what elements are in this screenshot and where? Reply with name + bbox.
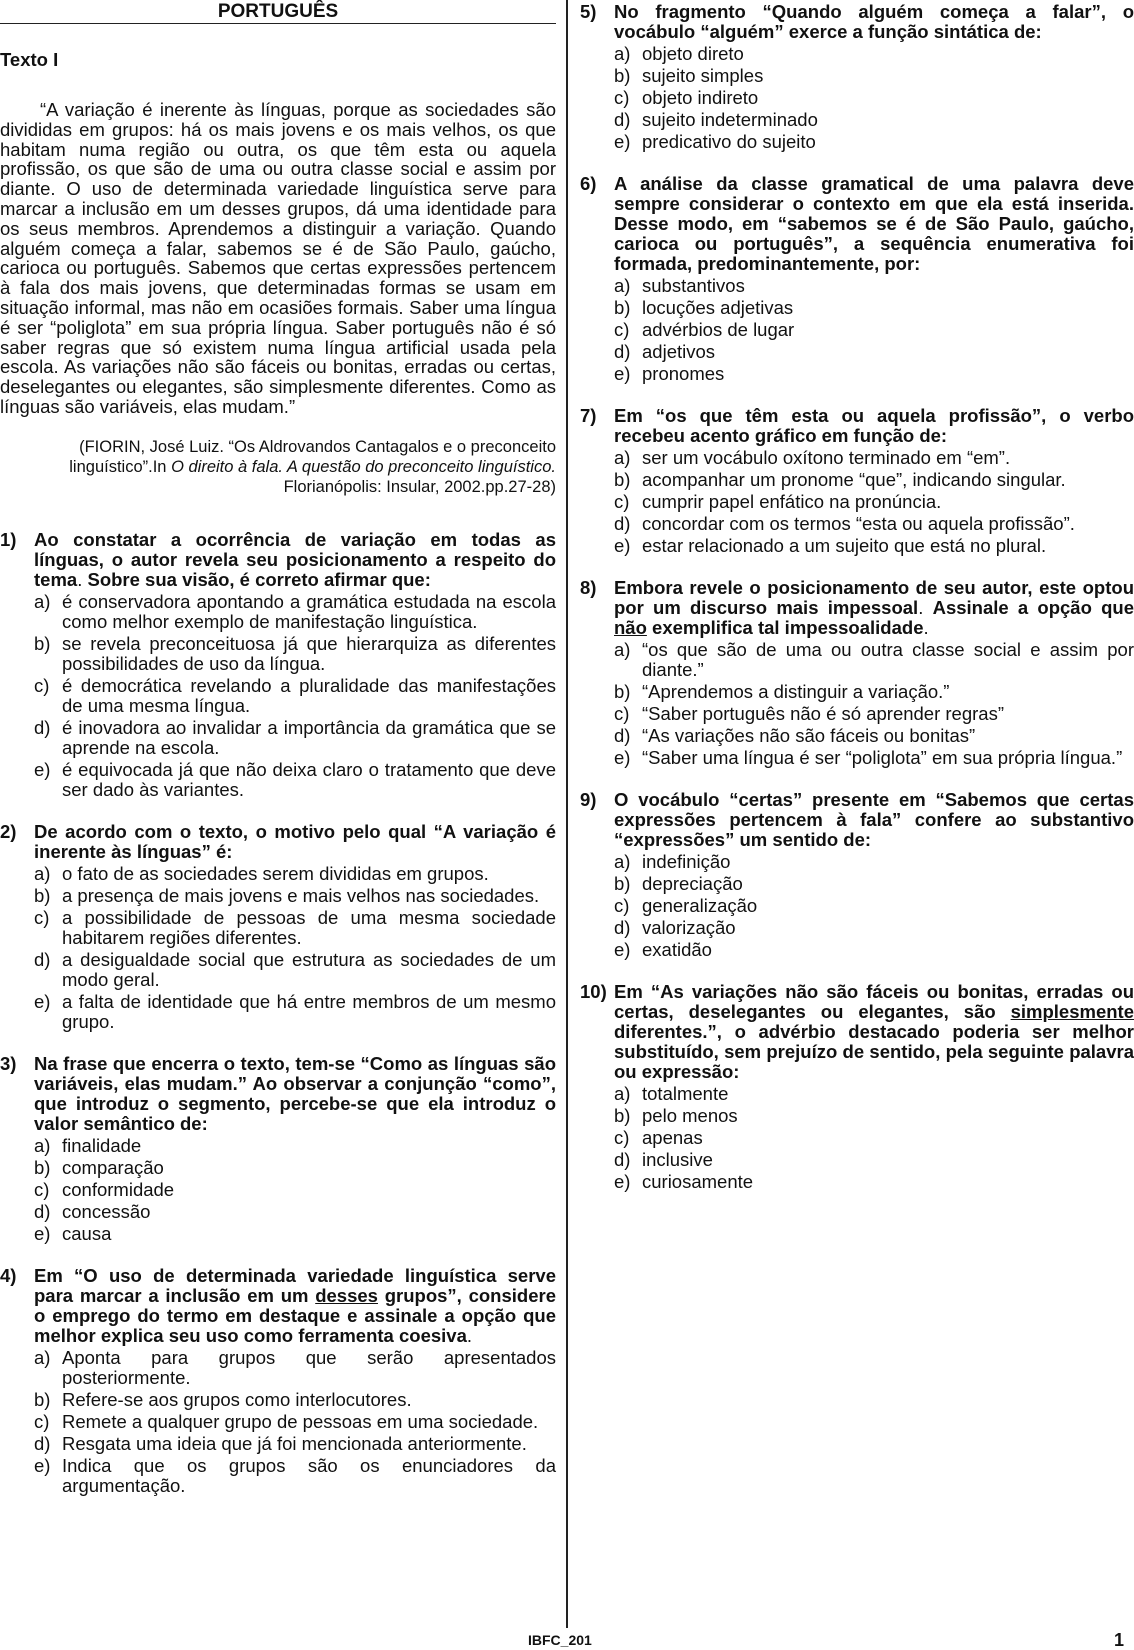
- option-text: curiosamente: [642, 1171, 754, 1192]
- option-letter: c): [34, 674, 50, 696]
- options-list: [614, 276, 1134, 384]
- option-text: substantivos: [642, 275, 745, 296]
- text-title: Texto I: [0, 49, 59, 70]
- question-4: [0, 1266, 556, 1496]
- option-c[interactable]: [614, 1128, 1134, 1148]
- options-list: [614, 640, 1134, 768]
- option-c[interactable]: [34, 1180, 556, 1200]
- option-text: generalização: [642, 895, 758, 916]
- option-text: é equivocada já que não deixa claro o tratamento que deve ser dado às variantes.: [62, 758, 556, 800]
- option-letter: c): [34, 906, 50, 928]
- question-stem: A análise da classe gramatical de uma palavra deve sempre considerar o contexto em que ela está inserida. Desse modo, em “sabemos se é de São Paulo, gaúcho, carioca ou português”, a sequência enumerativa foi formada, predominantemente, por:: [614, 173, 1134, 274]
- option-text: adjetivos: [642, 341, 716, 362]
- option-letter: c): [34, 1410, 50, 1432]
- option-text: “Aprendemos a distinguir a variação.”: [642, 681, 950, 702]
- option-b[interactable]: [614, 66, 1134, 86]
- option-text: é democrática revelando a pluralidade das manifestações de uma mesma língua.: [62, 674, 556, 716]
- question-stem: No fragmento “Quando alguém começa a falar”, o vocábulo “alguém” exerce a função sintática de:: [614, 1, 1134, 42]
- option-letter: e): [34, 758, 51, 780]
- option-text: “Saber português não é só aprender regras”: [642, 703, 1004, 724]
- citation-line-1: (FIORIN, José Luiz. “Os Aldrovandos Cantagalos e o preconceito: [79, 437, 556, 456]
- option-e[interactable]: [614, 748, 1134, 768]
- citation-line-2: [0, 457, 556, 477]
- option-b[interactable]: [614, 874, 1134, 894]
- stem-part: .: [77, 568, 88, 590]
- option-letter: a): [34, 1134, 51, 1156]
- option-letter: c): [614, 491, 630, 512]
- option-text: Aponta para grupos que serão apresentados posteriormente.: [62, 1346, 556, 1388]
- option-e[interactable]: [34, 1224, 556, 1244]
- options-list: [34, 1136, 556, 1244]
- option-letter: b): [614, 297, 631, 318]
- option-d[interactable]: [34, 1202, 556, 1222]
- right-column: [580, 0, 1134, 1194]
- option-c[interactable]: [34, 676, 556, 716]
- option-text: cumprir papel enfático na pronúncia.: [642, 491, 942, 512]
- left-column: [0, 0, 556, 1498]
- option-letter: a): [34, 862, 51, 884]
- options-list: [614, 1084, 1134, 1192]
- option-text: a presença de mais jovens e mais velhos nas sociedades.: [62, 884, 540, 906]
- option-a[interactable]: [614, 276, 1134, 296]
- question-number: 7): [580, 405, 597, 426]
- option-letter: d): [34, 948, 51, 970]
- option-letter: a): [614, 43, 631, 64]
- stem-part: Em “As variações não são fáceis ou bonitas, erradas ou certas, deselegantes ou elegantes, são: [614, 981, 1134, 1022]
- option-letter: b): [614, 469, 631, 490]
- option-text: predicativo do sujeito: [642, 131, 816, 152]
- question-stem: Na frase que encerra o texto, tem-se “Como as línguas são variáveis, elas mudam.” Ao observar a conjunção “como”, que introduz o segmento, percebe-se que ela introduz o valor semântico de:: [34, 1052, 556, 1134]
- option-a[interactable]: [34, 1136, 556, 1156]
- option-a[interactable]: [614, 44, 1134, 64]
- options-list: [34, 1348, 556, 1496]
- option-letter: a): [614, 447, 631, 468]
- option-text: pronomes: [642, 363, 725, 384]
- option-text: o fato de as sociedades serem divididas em grupos.: [62, 862, 489, 884]
- question-1: [0, 530, 556, 800]
- stem-part: diferentes.”, o advérbio destacado poderia ser melhor substituído, sem prejuízo de sentido, pela seguinte palavra ou expressão:: [614, 1021, 1134, 1082]
- stem-part: Assinale a opção que: [932, 597, 1134, 618]
- option-b[interactable]: [614, 1106, 1134, 1126]
- option-letter: e): [614, 1171, 631, 1192]
- option-text: objeto direto: [642, 43, 744, 64]
- question-2: [0, 822, 556, 1032]
- option-a[interactable]: [614, 1084, 1134, 1104]
- highlighted-term: simplesmente: [1010, 1001, 1134, 1022]
- option-letter: d): [614, 513, 631, 534]
- question-7: [580, 406, 1134, 556]
- option-letter: b): [34, 1156, 51, 1178]
- option-e[interactable]: [34, 760, 556, 800]
- option-a[interactable]: [34, 864, 556, 884]
- option-text: a desigualdade social que estrutura as sociedades de um modo geral.: [62, 948, 556, 990]
- option-letter: e): [614, 535, 631, 556]
- citation: [0, 437, 556, 497]
- option-letter: d): [614, 1149, 631, 1170]
- option-letter: a): [614, 275, 631, 296]
- question-10: [580, 982, 1134, 1192]
- option-letter: c): [614, 895, 630, 916]
- option-d[interactable]: [614, 514, 1134, 534]
- option-e[interactable]: [614, 364, 1134, 384]
- question-9: [580, 790, 1134, 960]
- option-a[interactable]: [34, 592, 556, 632]
- options-list: [614, 852, 1134, 960]
- option-e[interactable]: [34, 992, 556, 1032]
- option-d[interactable]: [614, 726, 1134, 746]
- option-letter: e): [614, 131, 631, 152]
- question-3: [0, 1054, 556, 1244]
- option-c[interactable]: [614, 320, 1134, 340]
- question-stem: O vocábulo “certas” presente em “Sabemos que certas expressões pertencem à fala” confere ao substantivo “expressões” um sentido de:: [614, 789, 1134, 850]
- option-letter: a): [614, 1083, 631, 1104]
- option-text: “os que são de uma ou outra classe social e assim por diante.”: [642, 639, 1134, 680]
- option-c[interactable]: [34, 1412, 556, 1432]
- question-number: 6): [580, 173, 597, 194]
- option-letter: b): [614, 873, 631, 894]
- option-letter: a): [34, 590, 51, 612]
- question-stem: De acordo com o texto, o motivo pelo qual “A variação é inerente às línguas” é:: [34, 820, 556, 862]
- option-text: Resgata uma ideia que já foi mencionada anteriormente.: [62, 1432, 527, 1454]
- option-e[interactable]: [614, 1172, 1134, 1192]
- option-text: finalidade: [62, 1134, 142, 1156]
- question-stem: [614, 982, 1134, 1082]
- option-letter: e): [614, 747, 631, 768]
- highlighted-term: não: [614, 617, 647, 638]
- option-letter: d): [614, 917, 631, 938]
- question-stem: [614, 578, 1134, 638]
- option-letter: b): [34, 632, 51, 654]
- option-letter: a): [34, 1346, 51, 1368]
- option-a[interactable]: [614, 640, 1134, 680]
- option-text: concordar com os termos “esta ou aquela profissão”.: [642, 513, 1075, 534]
- option-text: a possibilidade de pessoas de uma mesma sociedade habitarem regiões diferentes.: [62, 906, 556, 948]
- option-b[interactable]: [34, 886, 556, 906]
- option-letter: d): [34, 716, 51, 738]
- options-list: [614, 44, 1134, 152]
- option-c[interactable]: [614, 704, 1134, 724]
- option-letter: e): [614, 939, 631, 960]
- question-stem: Em “os que têm esta ou aquela profissão”, o verbo recebeu acento gráfico em função de:: [614, 405, 1134, 446]
- option-text: inclusive: [642, 1149, 713, 1170]
- option-letter: b): [614, 681, 631, 702]
- question-number: 10): [580, 981, 607, 1002]
- option-text: concessão: [62, 1200, 151, 1222]
- option-letter: e): [34, 1222, 51, 1244]
- option-c[interactable]: [614, 492, 1134, 512]
- option-letter: e): [614, 363, 631, 384]
- option-letter: a): [614, 639, 631, 660]
- option-b[interactable]: [614, 470, 1134, 490]
- option-text: apenas: [642, 1127, 703, 1148]
- option-letter: d): [34, 1432, 51, 1454]
- option-text: totalmente: [642, 1083, 729, 1104]
- option-b[interactable]: [34, 634, 556, 674]
- option-text: Remete a qualquer grupo de pessoas em uma sociedade.: [62, 1410, 539, 1432]
- option-text: pelo menos: [642, 1105, 738, 1126]
- question-number: 9): [580, 789, 597, 810]
- question-number: 5): [580, 1, 597, 22]
- option-e[interactable]: [614, 940, 1134, 960]
- option-d[interactable]: [34, 950, 556, 990]
- option-text: estar relacionado a um sujeito que está no plural.: [642, 535, 1047, 556]
- option-b[interactable]: [34, 1158, 556, 1178]
- highlighted-term: desses: [315, 1284, 378, 1306]
- option-e[interactable]: [614, 536, 1134, 556]
- question-6: [580, 174, 1134, 384]
- stem-part: .: [923, 617, 929, 638]
- option-d[interactable]: [614, 342, 1134, 362]
- stem-part: Em “O uso de determinada variedade linguística serve para marcar a inclusão em um: [34, 1264, 556, 1306]
- option-text: advérbios de lugar: [642, 319, 795, 340]
- option-a[interactable]: [614, 448, 1134, 468]
- question-stem: [34, 1266, 556, 1346]
- option-text: valorização: [642, 917, 736, 938]
- section-header: PORTUGUÊS: [0, 0, 556, 24]
- option-text: comparação: [62, 1156, 164, 1178]
- citation-text: linguístico”.In: [69, 457, 172, 476]
- option-text: depreciação: [642, 873, 743, 894]
- question-number: 8): [580, 577, 597, 598]
- question-5: [580, 2, 1134, 152]
- options-list: [34, 592, 556, 800]
- citation-book-title: O direito à fala. A questão do preconceito linguístico.: [171, 457, 556, 476]
- option-d[interactable]: [614, 110, 1134, 130]
- option-a[interactable]: [34, 1348, 556, 1388]
- option-text: é conservadora apontando a gramática estudada na escola como melhor exemplo de manifestação linguística.: [62, 590, 556, 632]
- option-letter: d): [34, 1200, 51, 1222]
- footer-code: IBFC_201: [528, 1632, 592, 1648]
- options-list: [34, 864, 556, 1032]
- stem-part: Sobre sua visão, é correto afirmar que:: [87, 568, 431, 590]
- option-letter: b): [614, 65, 631, 86]
- question-stem: [34, 530, 556, 590]
- option-letter: c): [614, 703, 630, 724]
- option-letter: e): [34, 990, 51, 1012]
- question-number: 1): [0, 528, 17, 550]
- stem-part: grupos”, considere o emprego do termo em destaque e assinale a opção que melhor explica seu uso como ferramenta coesiva: [34, 1284, 556, 1346]
- option-d[interactable]: [34, 718, 556, 758]
- option-letter: c): [614, 1127, 630, 1148]
- option-text: “Saber uma língua é ser “poliglota” em sua própria língua.”: [642, 747, 1123, 768]
- option-text: é inovadora ao invalidar a importância da gramática que se aprende na escola.: [62, 716, 556, 758]
- column-divider: [566, 0, 568, 1628]
- option-letter: c): [614, 319, 630, 340]
- option-text: acompanhar um pronome “que”, indicando singular.: [642, 469, 1066, 490]
- option-b[interactable]: [614, 682, 1134, 702]
- option-d[interactable]: [614, 918, 1134, 938]
- option-text: sujeito indeterminado: [642, 109, 818, 130]
- options-list: [614, 448, 1134, 556]
- option-letter: b): [34, 1388, 51, 1410]
- option-b[interactable]: [34, 1390, 556, 1410]
- option-text: indefinição: [642, 851, 731, 872]
- question-number: 3): [0, 1052, 17, 1074]
- option-letter: e): [34, 1454, 51, 1476]
- option-text: se revela preconceituosa já que hierarquiza as diferentes possibilidades de uso da língua.: [62, 632, 556, 674]
- stem-part: Ao constatar a ocorrência de variação em todas as línguas, o autor revela seu posicionamento a respeito do tema: [34, 528, 556, 590]
- option-d[interactable]: [34, 1434, 556, 1454]
- option-letter: b): [614, 1105, 631, 1126]
- option-a[interactable]: [614, 852, 1134, 872]
- option-text: Indica que os grupos são os enunciadores da argumentação.: [62, 1454, 556, 1496]
- option-letter: d): [614, 341, 631, 362]
- stem-part: .: [466, 1324, 473, 1346]
- option-e[interactable]: [614, 132, 1134, 152]
- question-number: 2): [0, 820, 17, 842]
- stem-part: .: [918, 597, 933, 618]
- option-text: a falta de identidade que há entre membros de um mesmo grupo.: [62, 990, 556, 1032]
- question-8: [580, 578, 1134, 768]
- stem-part: exemplifica tal impessoalidade: [646, 617, 924, 638]
- option-text: ser um vocábulo oxítono terminado em “em”.: [642, 447, 1011, 468]
- page-number: 1: [1114, 1630, 1125, 1650]
- option-text: causa: [62, 1222, 112, 1244]
- option-text: Refere-se aos grupos como interlocutores.: [62, 1388, 412, 1410]
- option-letter: b): [34, 884, 51, 906]
- option-e[interactable]: [34, 1456, 556, 1496]
- option-b[interactable]: [614, 298, 1134, 318]
- option-text: “As variações não são fáceis ou bonitas”: [642, 725, 976, 746]
- option-text: sujeito simples: [642, 65, 764, 86]
- option-letter: d): [614, 109, 631, 130]
- option-c[interactable]: [34, 908, 556, 948]
- citation-line-3: Florianópolis: Insular, 2002.pp.27-28): [283, 477, 556, 496]
- stem-part: Embora revele o posicionamento de seu autor, este optou por um discurso mais impessoal: [614, 577, 1134, 618]
- option-letter: a): [614, 851, 631, 872]
- option-d[interactable]: [614, 1150, 1134, 1170]
- option-text: conformidade: [62, 1178, 175, 1200]
- option-letter: d): [614, 725, 631, 746]
- option-c[interactable]: [614, 88, 1134, 108]
- option-c[interactable]: [614, 896, 1134, 916]
- option-text: exatidão: [642, 939, 712, 960]
- option-text: objeto indireto: [642, 87, 759, 108]
- option-letter: c): [34, 1178, 50, 1200]
- option-letter: c): [614, 87, 630, 108]
- option-text: locuções adjetivas: [642, 297, 794, 318]
- question-number: 4): [0, 1264, 17, 1286]
- passage: “A variação é inerente às línguas, porque as sociedades são divididas em grupos: há os mais jovens e os mais velhos, os que habitam numa região ou outra, os que têm esta ou aquela profissão, os que são de uma ou outra classe social e assim por diante. O uso de determinada variedade linguística serve para marcar a inclusão em um desses grupos, dá uma identidade para os seus membros. Aprendemos a distinguir a variação. Quando alguém começa a falar, sabemos se é de São Paulo, gaúcho, carioca ou português. Sabemos que certas expressões pertencem à fala dos mais jovens, que determinadas formas se usam em situação informal, mas não em ocasiões formais. Saber uma língua é ser “poliglota” em sua própria língua. Saber português não é só saber regras que só existem numa língua artificial usada pela escola. As variações não são fáceis ou bonitas, erradas ou certas, deselegantes ou elegantes, são simplesmente diferentes. Como as línguas são variáveis, elas mudam.”: [0, 99, 556, 417]
